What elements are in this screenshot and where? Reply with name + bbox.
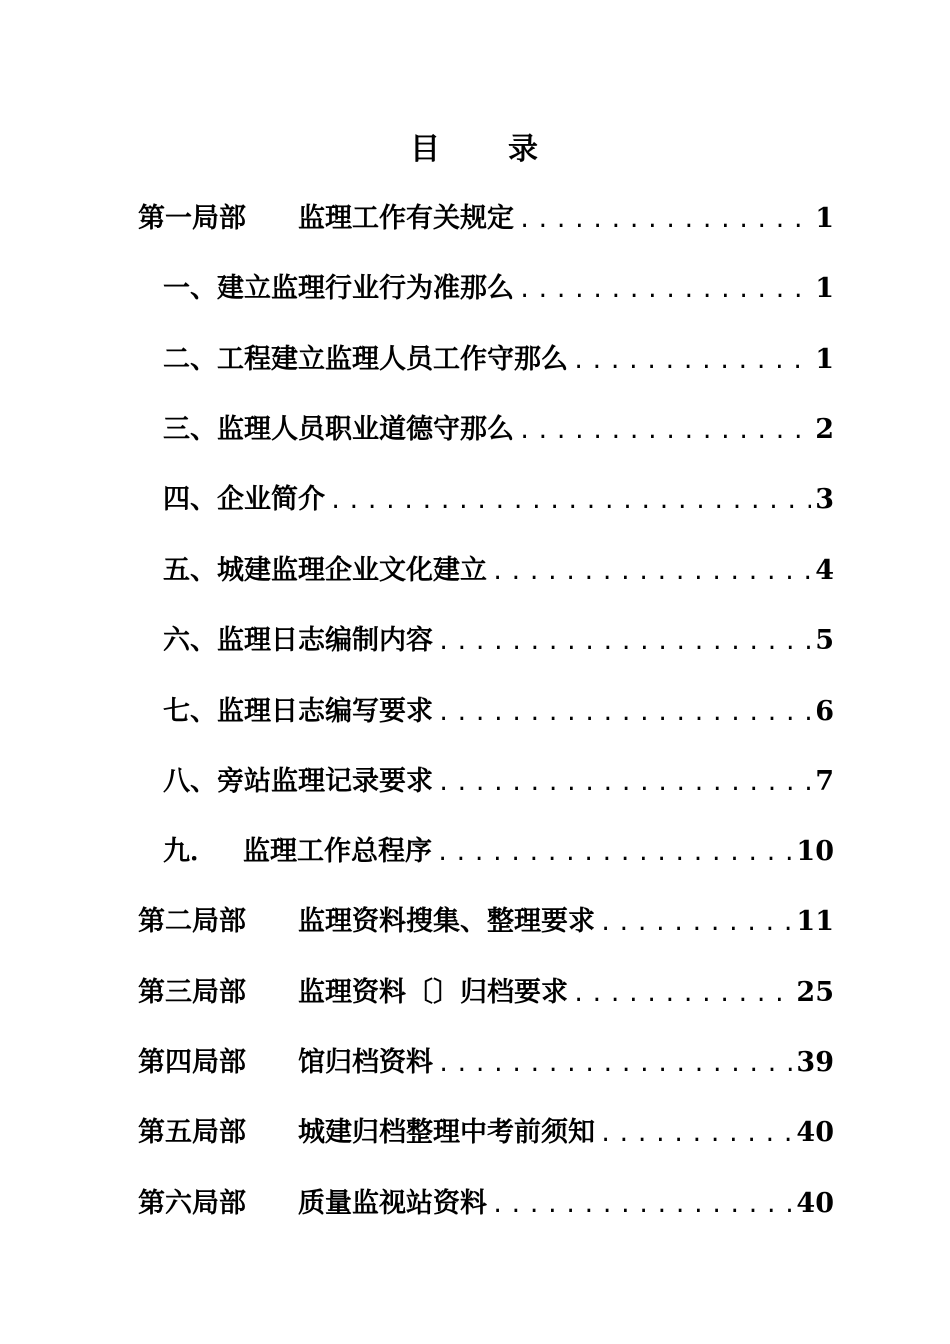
toc-entry-item-1[interactable] xyxy=(163,266,834,306)
toc-dot-leader xyxy=(599,1122,792,1147)
toc-entry-prefix: 第四局部 xyxy=(138,1047,246,1078)
toc-dot-leader xyxy=(518,208,811,233)
toc-entry-page: 1 xyxy=(815,203,834,234)
toc-dot-leader xyxy=(599,911,792,936)
toc-entry-label: 监理资料〔〕归档要求 xyxy=(298,977,568,1008)
toc-entry-item-9[interactable] xyxy=(163,829,834,869)
toc-entry-page: 25 xyxy=(796,977,834,1008)
toc-entry-page: 4 xyxy=(815,555,834,586)
toc-entry-prefix: 三、 xyxy=(163,414,217,445)
toc-dot-leader xyxy=(437,1052,792,1077)
toc-entry-prefix: 第五局部 xyxy=(138,1117,246,1148)
toc-entry-label: 监理日志编写要求 xyxy=(217,696,433,727)
toc-entry-item-7[interactable] xyxy=(163,689,834,729)
toc-entry-label: 城建监理企业文化建立 xyxy=(217,555,487,586)
toc-entry-label: 质量监视站资料 xyxy=(298,1188,487,1219)
toc-entry-item-3[interactable] xyxy=(163,407,834,447)
toc-entry-prefix: 七、 xyxy=(163,696,217,727)
toc-entry-page: 40 xyxy=(796,1188,834,1219)
toc-entry-part-2[interactable] xyxy=(138,899,834,939)
toc-entry-page: 3 xyxy=(815,484,834,515)
toc-entry-item-6[interactable] xyxy=(163,618,834,658)
toc-entry-prefix: 四、 xyxy=(163,484,217,515)
toc-entry-prefix: 第六局部 xyxy=(138,1188,246,1219)
toc-entry-prefix: 六、 xyxy=(163,625,217,656)
toc-entry-label: 监理日志编制内容 xyxy=(217,625,433,656)
toc-entry-prefix: 一、 xyxy=(163,273,217,304)
toc-title xyxy=(0,124,950,168)
toc-entry-label: 监理工作有关规定 xyxy=(298,203,514,234)
toc-dot-leader xyxy=(518,419,811,444)
toc-entry-prefix: 二、 xyxy=(163,344,217,375)
toc-entry-label: 监理工作总程序 xyxy=(243,836,432,867)
toc-dot-leader xyxy=(491,560,811,585)
toc-entry-page: 7 xyxy=(815,766,834,797)
toc-dot-leader xyxy=(572,349,811,374)
toc-entry-page: 1 xyxy=(815,344,834,375)
toc-entry-item-8[interactable] xyxy=(163,759,834,799)
toc-entry-item-2[interactable] xyxy=(163,337,834,377)
toc-entry-prefix: 九． xyxy=(163,836,217,867)
toc-dot-leader xyxy=(437,630,811,655)
toc-entry-label: 监理资料搜集、整理要求 xyxy=(298,906,595,937)
toc-dot-leader xyxy=(572,982,792,1007)
toc-entry-page: 6 xyxy=(815,696,834,727)
toc-entry-prefix: 第三局部 xyxy=(138,977,246,1008)
toc-entry-label: 企业简介 xyxy=(217,484,325,515)
toc-dot-leader xyxy=(437,771,811,796)
toc-entry-item-5[interactable] xyxy=(163,548,834,588)
toc-entry-label: 旁站监理记录要求 xyxy=(217,766,433,797)
toc-dot-leader xyxy=(436,841,792,866)
toc-entry-part-1[interactable] xyxy=(138,196,834,236)
toc-entry-page: 5 xyxy=(815,625,834,656)
toc-entry-page: 1 xyxy=(815,273,834,304)
toc-entry-part-5[interactable] xyxy=(138,1110,834,1150)
toc-entry-page: 2 xyxy=(815,414,834,445)
toc-entry-page: 10 xyxy=(796,836,834,867)
toc-entry-label: 监理人员职业道德守那么 xyxy=(217,414,514,445)
toc-title-char-2: 录 xyxy=(508,132,540,167)
toc-title-char-1: 目 xyxy=(410,132,442,167)
toc-entry-page: 11 xyxy=(796,906,834,937)
toc-entry-item-4[interactable] xyxy=(163,477,834,517)
toc-entry-prefix: 八、 xyxy=(163,766,217,797)
toc-entry-label: 建立监理行业行为准那么 xyxy=(217,273,514,304)
toc-entry-prefix: 第一局部 xyxy=(138,203,246,234)
toc-entry-label: 馆归档资料 xyxy=(298,1047,433,1078)
toc-entry-label: 工程建立监理人员工作守那么 xyxy=(217,344,568,375)
toc-entry-prefix: 第二局部 xyxy=(138,906,246,937)
toc-dot-leader xyxy=(491,1193,792,1218)
toc-entry-page: 39 xyxy=(796,1047,834,1078)
toc-entry-prefix: 五、 xyxy=(163,555,217,586)
toc-entry-part-4[interactable] xyxy=(138,1040,834,1080)
toc-entry-page: 40 xyxy=(796,1117,834,1148)
toc-dot-leader xyxy=(329,489,811,514)
toc-entry-label: 城建归档整理中考前须知 xyxy=(298,1117,595,1148)
toc-dot-leader xyxy=(518,278,811,303)
toc-entry-part-3[interactable] xyxy=(138,970,834,1010)
toc-dot-leader xyxy=(437,701,811,726)
toc-entry-part-6[interactable] xyxy=(138,1181,834,1221)
